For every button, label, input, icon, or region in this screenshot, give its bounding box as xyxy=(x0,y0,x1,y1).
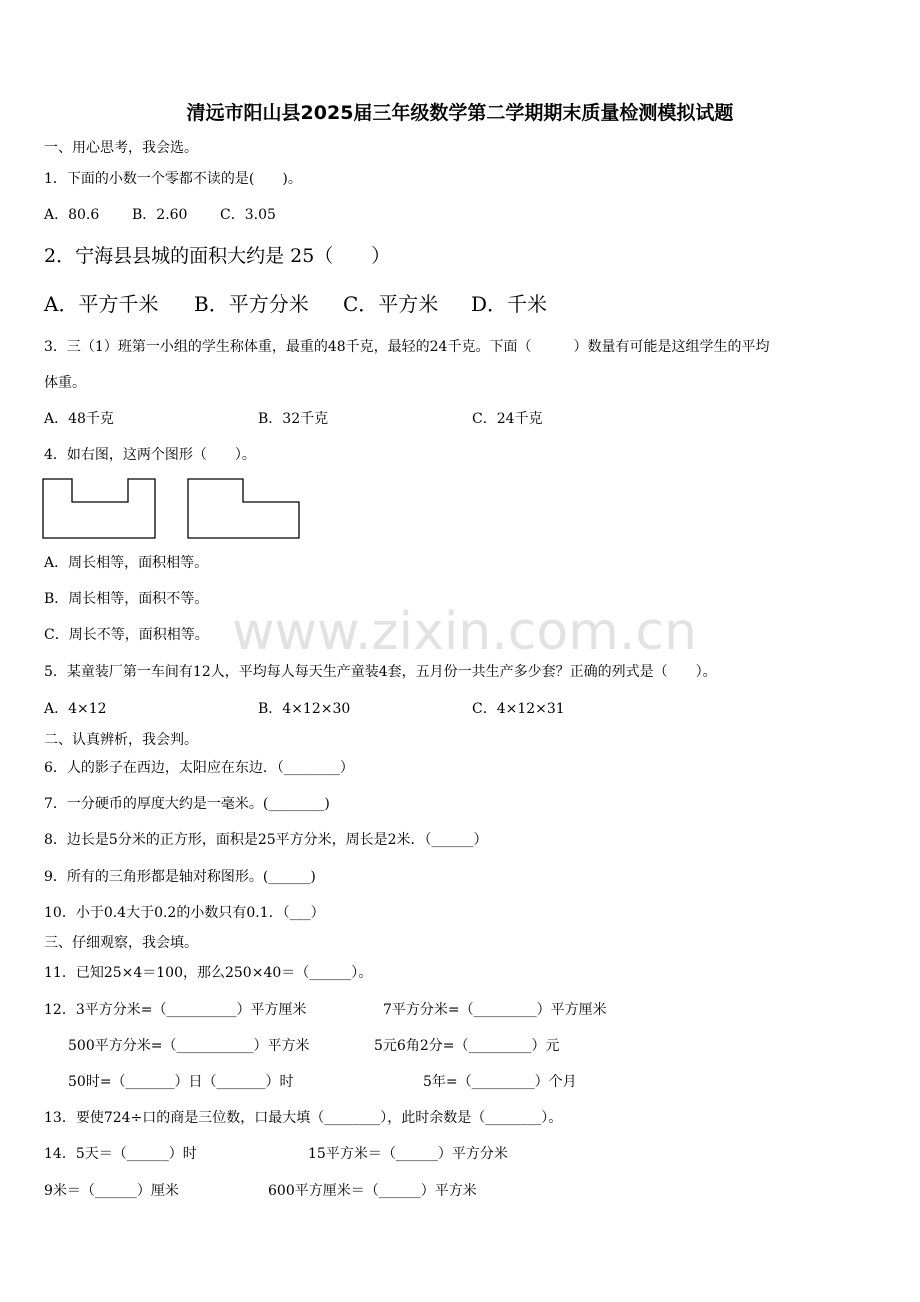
q4-option-b: B．周长相等，面积不等。 xyxy=(44,591,209,607)
question-8: 8．边长是5分米的正方形，面积是25平方分米，周长是2米．（______） xyxy=(44,832,488,848)
question-7: 7．一分硬币的厚度大约是一毫米。(________) xyxy=(44,796,330,812)
question-14-a: 14．5天＝（______）时 xyxy=(44,1146,197,1162)
question-14-b: 15平方米＝（______）平方分米 xyxy=(308,1146,508,1162)
question-12-b: 7平方分米=（_________）平方厘米 xyxy=(383,1002,607,1018)
q1-option-c: C．3.05 xyxy=(220,207,276,223)
question-2: 2．宁海县县城的面积大约是 25（ ） xyxy=(44,245,391,267)
q1-option-b: B．2.60 xyxy=(132,207,188,223)
q5-option-a: A．4×12 xyxy=(44,701,107,717)
q2-option-a: A．平方千米 xyxy=(44,292,159,316)
question-13: 13．要使724÷口的商是三位数，口最大填（________），此时余数是（________）。 xyxy=(44,1110,563,1126)
question-12-e: 50时=（_______）日（_______）时 xyxy=(68,1074,294,1090)
question-12-a: 12．3平方分米=（__________）平方厘米 xyxy=(44,1002,307,1018)
question-9: 9．所有的三角形都是轴对称图形。(______) xyxy=(44,869,316,885)
q4-option-a: A．周长相等，面积相等。 xyxy=(44,555,209,571)
q5-option-b: B．4×12×30 xyxy=(258,701,351,717)
section-1-heading: 一、用心思考，我会选。 xyxy=(44,140,198,156)
question-11: 11．已知25×4＝100，那么250×40＝（______）。 xyxy=(44,965,373,981)
q5-option-c: C．4×12×31 xyxy=(472,701,565,717)
q2-option-b: B．平方分米 xyxy=(194,292,309,316)
question-5: 5．某童装厂第一车间有12人，平均每人每天生产童装4套，五月份一共生产多少套？正确的列式是（ ）。 xyxy=(44,664,717,680)
watermark: www.zixin.com.cn xyxy=(232,602,697,662)
question-3-line2: 体重。 xyxy=(44,375,86,391)
q1-option-a: A．80.6 xyxy=(44,207,100,223)
q2-option-d: D．千米 xyxy=(471,292,548,316)
q4-option-c: C．周长不等，面积相等。 xyxy=(44,627,209,643)
question-1: 1．下面的小数一个零都不读的是( )。 xyxy=(44,171,302,187)
question-10: 10．小于0.4大于0.2的小数只有0.1．（___） xyxy=(44,905,325,921)
q2-option-c: C．平方米 xyxy=(343,292,439,316)
question-4: 4．如右图，这两个图形（ ）。 xyxy=(44,447,256,463)
question-6: 6．人的影子在西边，太阳应在东边．（________） xyxy=(44,760,354,776)
question-12-f: 5年=（_________）个月 xyxy=(423,1074,577,1090)
section-2-heading: 二、认真辨析，我会判。 xyxy=(44,732,198,748)
q4-figures xyxy=(40,474,310,544)
q3-option-c: C．24千克 xyxy=(472,411,543,427)
question-14-d: 600平方厘米＝（______）平方米 xyxy=(268,1183,477,1199)
question-12-d: 5元6角2分=（_________）元 xyxy=(374,1038,560,1054)
question-3-line1: 3．三（1）班第一小组的学生称体重，最重的48千克，最轻的24千克。下面（ ）数量有可能是这组学生的平均 xyxy=(44,339,770,355)
question-14-c: 9米＝（______）厘米 xyxy=(44,1183,179,1199)
page-title: 清远市阳山县2025届三年级数学第二学期期末质量检测模拟试题 xyxy=(186,102,734,124)
section-3-heading: 三、仔细观察，我会填。 xyxy=(44,935,198,951)
q3-option-a: A．48千克 xyxy=(44,411,114,427)
q4-figure-left xyxy=(43,479,155,538)
question-12-c: 500平方分米=（___________）平方米 xyxy=(68,1038,310,1054)
q3-option-b: B．32千克 xyxy=(258,411,329,427)
q4-figure-right xyxy=(188,479,299,538)
